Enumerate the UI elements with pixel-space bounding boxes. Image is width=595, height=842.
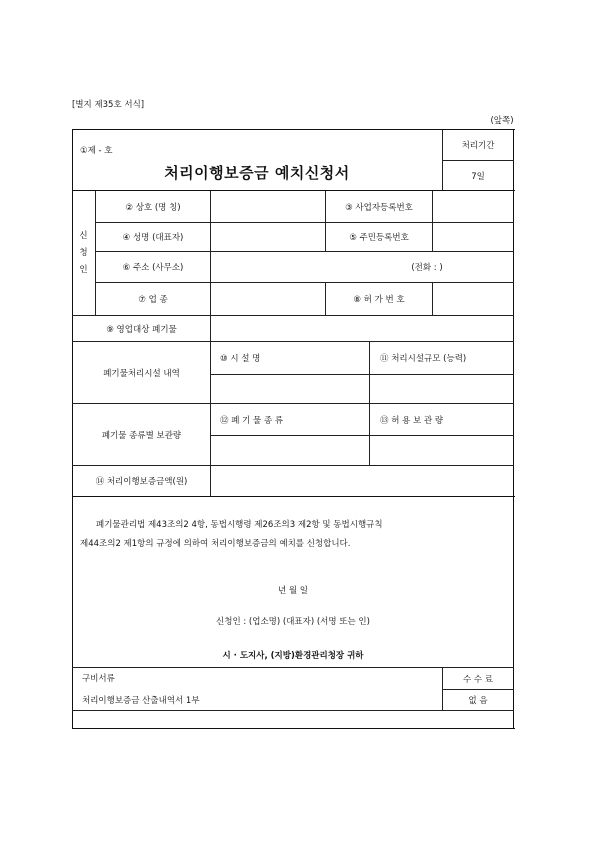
address-field[interactable] xyxy=(211,251,513,282)
address-label: ⑥ 주소 (사무소) xyxy=(122,262,184,273)
industry-field[interactable] xyxy=(211,282,325,315)
allowed-storage-field[interactable] xyxy=(370,436,513,465)
deposit-amount-label: ⑭ 처리이행보증금액(원) xyxy=(95,477,188,487)
declaration-line-1: 폐기물관리법 제43조의2 4항, 동법시행령 제26조의3 제2항 및 동법시행규칙 xyxy=(96,520,383,530)
permit-number-field[interactable] xyxy=(433,282,513,315)
facility-scale-field[interactable] xyxy=(370,375,513,403)
processing-period-label: 처리기간 xyxy=(461,141,495,151)
biz-registration-label: ③ 사업자등록번호 xyxy=(345,202,413,213)
recipient-line: 시 · 도지사, (지방)환경관리청장 귀하 xyxy=(222,651,364,661)
declaration-line-2: 제44조의2 제1항의 규정에 의하여 처리이행보증금의 예치를 신청합니다. xyxy=(80,539,351,549)
industry-label: ⑦ 업 종 xyxy=(138,294,168,305)
fee-value: 없 음 xyxy=(468,696,488,706)
waste-type-label: ⑫ 폐 기 물 종 류 xyxy=(220,415,284,426)
permit-number-label: ⑧ 허 가 번 호 xyxy=(353,294,405,305)
biz-registration-field[interactable] xyxy=(433,191,513,222)
deposit-amount-field[interactable] xyxy=(211,466,513,496)
allowed-storage-label: ⑬ 허 용 보 관 량 xyxy=(380,415,444,426)
processing-period-value: 7일 xyxy=(471,171,485,182)
resident-number-field[interactable] xyxy=(433,222,513,251)
phone-label: (전화 : ) xyxy=(411,262,443,273)
page-side-label: (앞쪽) xyxy=(490,116,514,126)
form-reference: [별지 제35호 서식] xyxy=(72,100,145,110)
facility-name-label: ⑩ 시 설 명 xyxy=(220,354,261,364)
attachment-item: 처리이행보증금 산출내역서 1부 xyxy=(82,696,200,706)
resident-number-label: ⑤ 주민등록번호 xyxy=(349,232,409,243)
business-name-field[interactable] xyxy=(211,191,325,222)
attachments-label: 구비서류 xyxy=(82,674,115,684)
facility-section-label: 폐기물처리시설 내역 xyxy=(103,368,180,379)
waste-target-label: ⑨ 영업대상 폐기물 xyxy=(106,324,177,335)
facility-name-field[interactable] xyxy=(211,375,369,403)
storage-section-label: 폐기물 종류별 보관량 xyxy=(101,430,182,441)
representative-label: ④ 성명 (대표자) xyxy=(122,232,184,243)
form-number: ①제 - 호 xyxy=(80,146,113,156)
representative-field[interactable] xyxy=(211,222,325,251)
fee-label: 수 수 료 xyxy=(462,674,494,685)
facility-scale-label: ⑪ 처리시설규모 (능력) xyxy=(380,354,467,364)
applicant-group-label: 신 청 인 xyxy=(79,230,88,275)
waste-type-field[interactable] xyxy=(211,436,369,465)
waste-target-field[interactable] xyxy=(211,316,513,341)
applicant-signature-line: 신청인 : (업소명) (대표자) (서명 또는 인) xyxy=(216,617,370,627)
business-name-label: ② 상호 (명 칭) xyxy=(125,202,181,213)
application-date: 년 월 일 xyxy=(277,586,309,596)
page-title: 처리이행보증금 예치신청서 xyxy=(164,163,350,182)
